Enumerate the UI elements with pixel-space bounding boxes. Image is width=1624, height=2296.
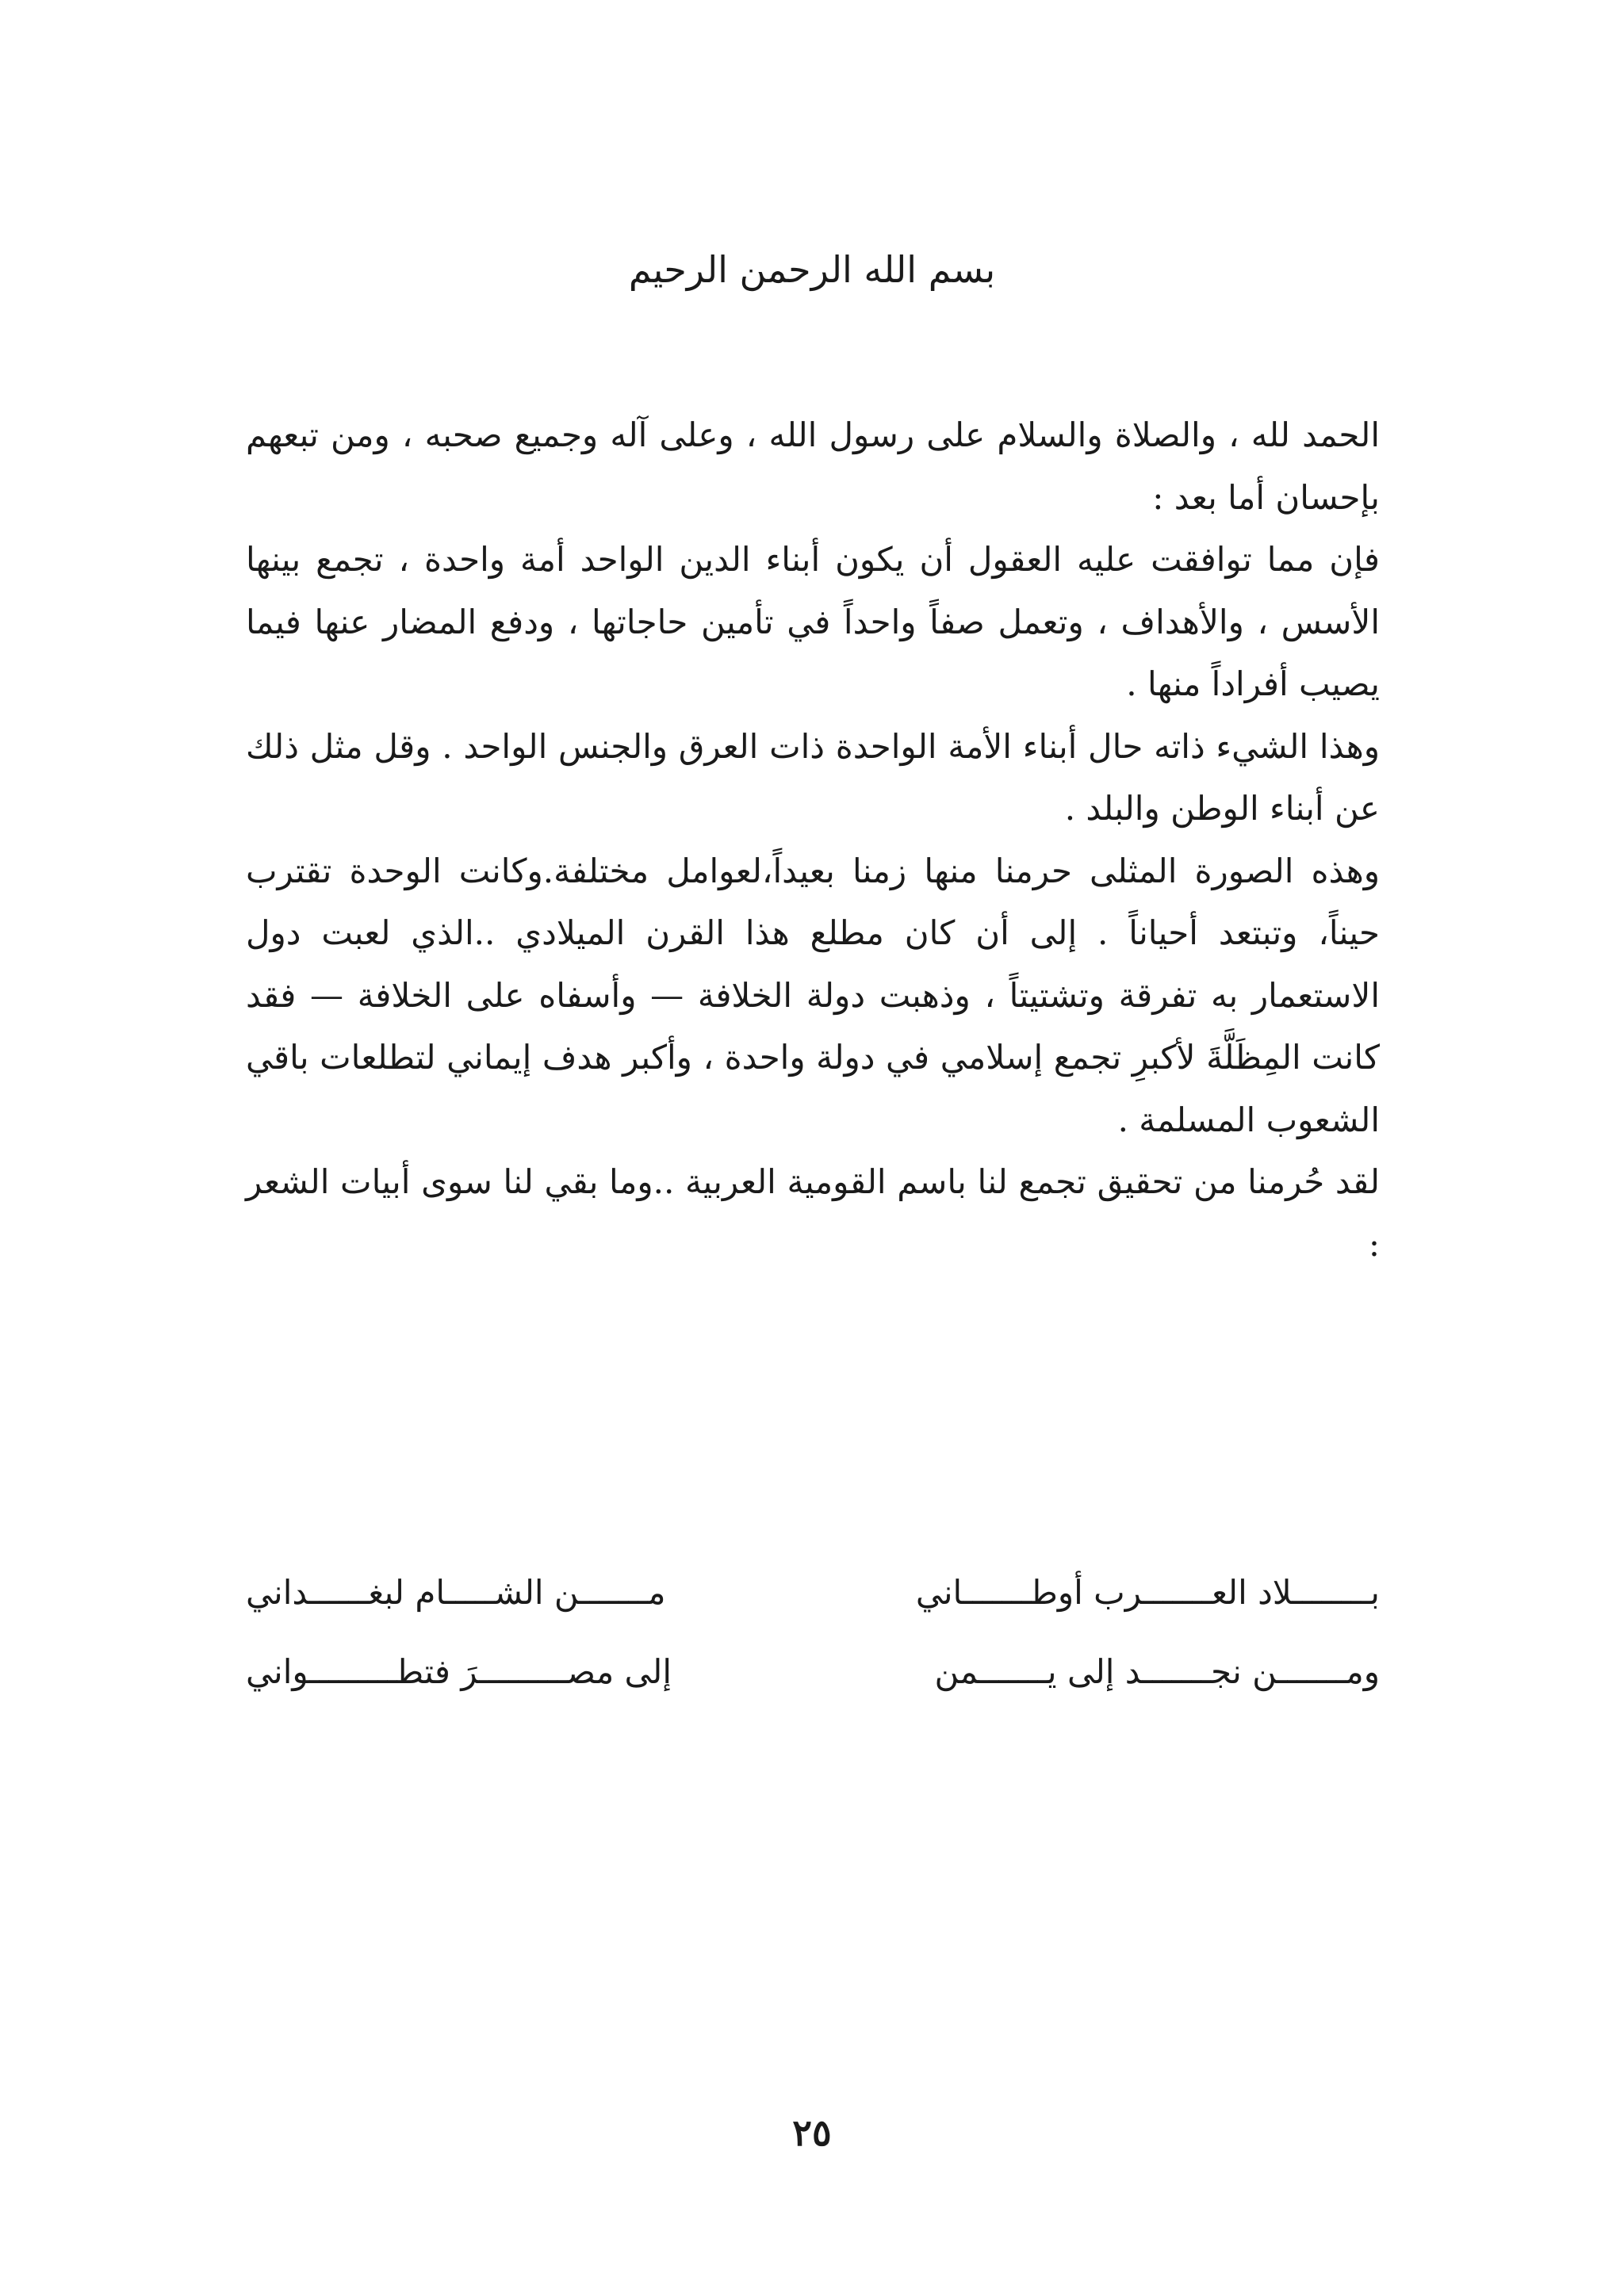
- paragraph-unity-of-nation: وهذا الشيء ذاته حال أبناء الأمة الواحدة ذات العرق والجنس الواحد . وقل مثل ذلك عن أبناء الوطن والبلد .: [246, 726, 1380, 828]
- verse-second-hemistich: إلى مصـــــــــرَ فتطـــــــــواني: [246, 1651, 672, 1691]
- paragraph-praise: الحمد لله ، والصلاة والسلام على رسول الله ، وعلى آله وجميع صحبه ، ومن تبعهم بإحسان أما بعد :: [246, 415, 1380, 517]
- verse-line: [246, 1552, 1380, 1632]
- paragraph-caliphate: وهذه الصورة المثلى حرمنا منها زمنا بعيداً،لعوامل مختلفة.وكانت الوحدة تقترب حيناً، وتبتعد أحياناً . إلى أن كان مطلع هذا القرن الميلادي ..الذي لعبت دول الاستعمار به تفرقة وتشتيتاً ، وذهبت دولة الخلافة — وأسفاه على الخلافة — فقد كانت المِظَلَّةَ لأكبرِ تجمع إسلامي في دولة واحدة ، وأكبر هدف إيماني لتطلعات باقي الشعوب المسلمة .: [246, 851, 1380, 1139]
- basmala-heading: بسم الله الرحمن الرحيم: [628, 248, 996, 291]
- poem-verses: [246, 1552, 1380, 1711]
- verse-line: [246, 1632, 1380, 1711]
- body-text: [246, 404, 1380, 1276]
- verse-second-hemistich: مـــــــن الشـــــام لبغــــــداني: [246, 1572, 666, 1612]
- verse-first-hemistich: بــــــــلاد العـــــــرب أوطـــــــاني: [915, 1572, 1380, 1612]
- paragraph-poetry-intro: لقد حُرمنا من تحقيق تجمع لنا باسم القومية العربية ..وما بقي لنا سوى أبيات الشعر :: [246, 1162, 1380, 1264]
- page-number: ٢٥: [792, 2111, 832, 2154]
- verse-first-hemistich: ومـــــــن نجـــــــد إلى يـــــــمن: [934, 1651, 1380, 1691]
- paragraph-unity-of-faith: فإن مما توافقت عليه العقول أن يكون أبناء الدين الواحد أمة واحدة ، تجمع بينها الأسس ، والأهداف ، وتعمل صفاً واحداً في تأمين حاجاتها ، ودفع المضار عنها فيما يصيب أفراداً منها .: [246, 540, 1380, 703]
